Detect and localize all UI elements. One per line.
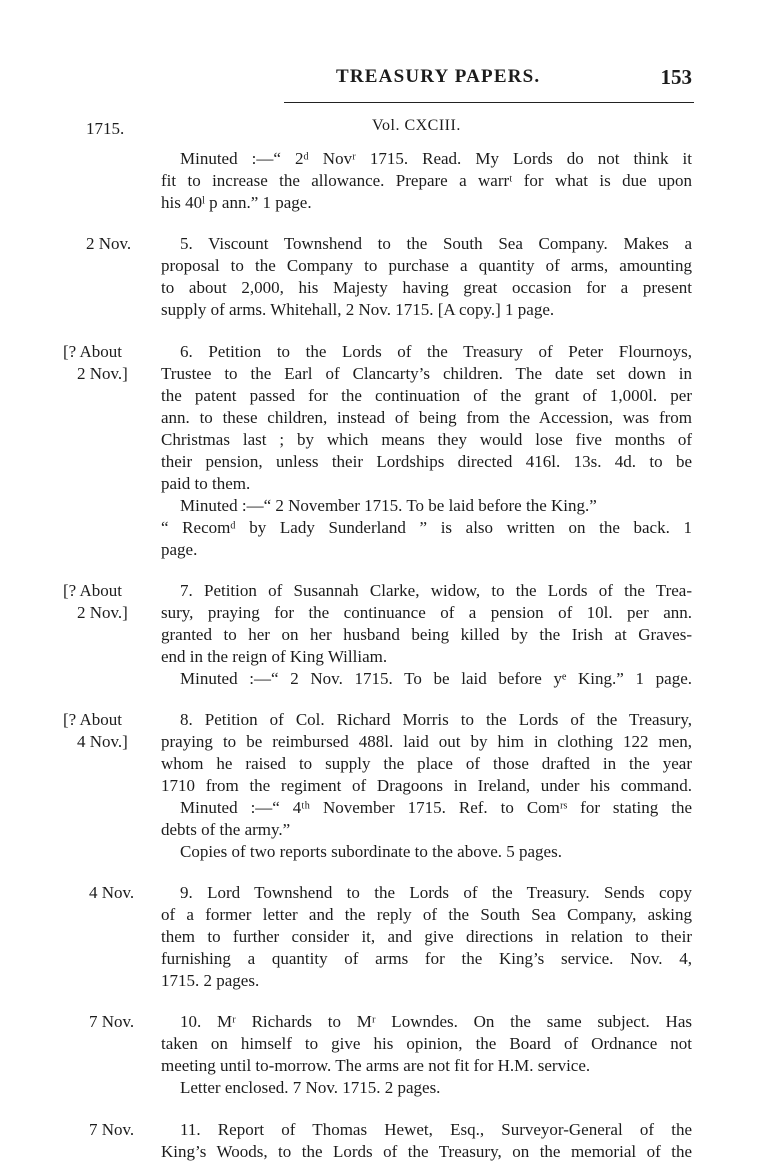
margin-date: 2 Nov.] — [77, 364, 128, 383]
margin-date: 4 Nov.] — [77, 732, 128, 751]
text-line: Copies of two reports subordinate to the above. 5 pages. — [180, 842, 562, 861]
text-line: paid to them. — [161, 474, 251, 493]
text-line: 11. Report of Thomas Hewet, Esq., Surveyor-General of the — [180, 1120, 692, 1139]
text-line: 10. Mʳ Richards to Mʳ Lowndes. On the same subject. Has — [180, 1012, 692, 1031]
text-line: 5. Viscount Townshend to the South Sea Company. Makes a — [180, 234, 692, 253]
text-line: Minuted :—“ 2 November 1715. To be laid before the King.” — [180, 496, 597, 515]
text-line: debts of the army.” — [161, 820, 291, 839]
running-head-title: TREASURY PAPERS. — [336, 66, 541, 87]
text-line: meeting until to-morrow. The arms are not fit for H.M. service. — [161, 1056, 591, 1075]
text-line: “ Recomᵈ by Lady Sunderland ” is also written on the back. 1 — [161, 518, 692, 537]
text-line: King’s Woods, to the Lords of the Treasury, on the memorial of the — [161, 1142, 692, 1161]
text-line: 7. Petition of Susannah Clarke, widow, to the Lords of the Trea- — [180, 581, 692, 600]
margin-date: 7 Nov. — [89, 1120, 135, 1139]
text-line: them to further consider it, and give directions in relation to their — [161, 927, 692, 946]
text-line: page. — [161, 540, 198, 559]
text-line: taken on himself to give his opinion, the Board of Ordnance not — [161, 1034, 692, 1053]
text-line: the patent passed for the continuation of the grant of 1,000l. per — [161, 386, 692, 405]
margin-date: [? About — [63, 342, 123, 361]
text-line: of a former letter and the reply of the South Sea Company, asking — [161, 905, 692, 924]
text-line: Letter enclosed. 7 Nov. 1715. 2 pages. — [180, 1078, 441, 1097]
margin-date: 2 Nov.] — [77, 603, 128, 622]
text-line: furnishing a quantity of arms for the King’s service. Nov. 4, — [161, 949, 692, 968]
text-line: whom he raised to supply the place of those drafted in the year — [161, 754, 692, 773]
text-line: 9. Lord Townshend to the Lords of the Treasury. Sends copy — [180, 883, 692, 902]
text-line: his 40ˡ p ann.” 1 page. — [161, 193, 312, 212]
text-line: 1715. 2 pages. — [161, 971, 260, 990]
text-line: 1710 from the regiment of Dragoons in Ireland, under his command. — [161, 776, 692, 795]
text-line: Trustee to the Earl of Clancarty’s children. The date set down in — [161, 364, 692, 383]
margin-date: [? About — [63, 710, 123, 729]
margin-date: 4 Nov. — [89, 883, 135, 902]
text-line: to about 2,000, his Majesty having great occasion for a present — [161, 278, 692, 297]
text-line: granted to her on her husband being killed by the Irish at Graves- — [161, 625, 692, 644]
text-line: their pension, unless their Lordships directed 416l. 13s. 4d. to be — [161, 452, 692, 471]
text-line: sury, praying for the continuance of a pension of 10l. per ann. — [161, 603, 692, 622]
text-line: 6. Petition to the Lords of the Treasury of Peter Flournoys, — [180, 342, 692, 361]
text-line: Christmas last ; by which means they would lose five months of — [161, 430, 692, 449]
year-label: 1715. — [86, 119, 125, 138]
running-head — [284, 62, 694, 103]
text-line: Minuted :—“ 2ᵈ Novʳ 1715. Read. My Lords do not think it — [180, 149, 692, 168]
page-number: 153 — [660, 65, 692, 89]
text-line: end in the reign of King William. — [161, 647, 388, 666]
margin-date: 2 Nov. — [86, 234, 132, 253]
text-line: ann. to these children, instead of being from the Accession, was from — [161, 408, 692, 427]
text-line: proposal to the Company to purchase a quantity of arms, amounting — [161, 256, 692, 275]
text-line: fit to increase the allowance. Prepare a warrᵗ for what is due upon — [161, 171, 692, 190]
text-line: supply of arms. Whitehall, 2 Nov. 1715. [A copy.] 1 page. — [161, 300, 555, 319]
text-line: Minuted :—“ 4ᵗʰ November 1715. Ref. to Comʳˢ for stating the — [180, 798, 692, 817]
margin-date: 7 Nov. — [89, 1012, 135, 1031]
text-line: 8. Petition of Col. Richard Morris to the Lords of the Treasury, — [180, 710, 692, 729]
text-line: praying to be reimbursed 488l. laid out by him in clothing 122 men, — [161, 732, 692, 751]
volume-heading: Vol. CXCIII. — [372, 117, 461, 134]
margin-date: [? About — [63, 581, 123, 600]
text-line: Minuted :—“ 2 Nov. 1715. To be laid before yᵉ King.” 1 page. — [180, 669, 692, 688]
